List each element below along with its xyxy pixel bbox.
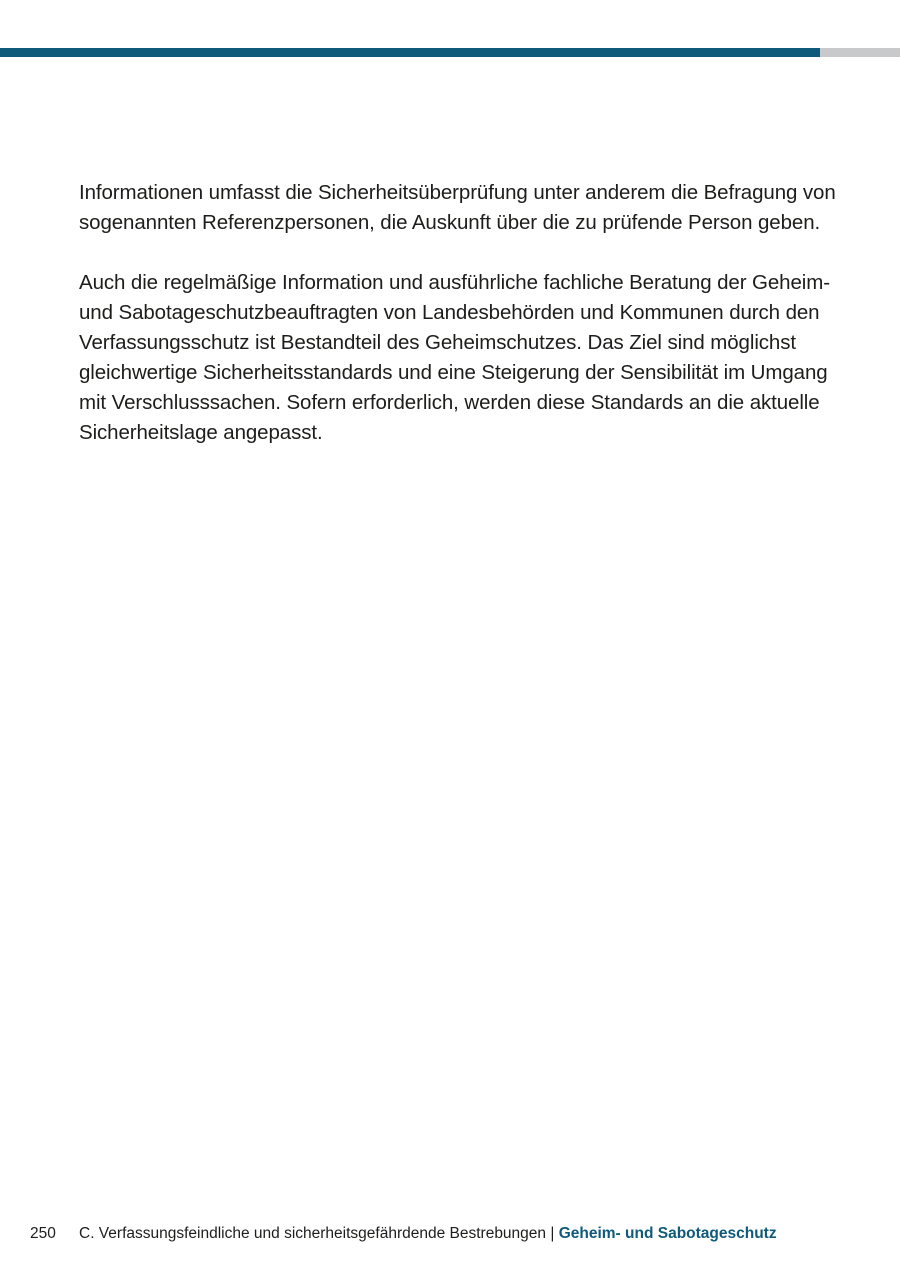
footer-section-title: Geheim- und Sabotageschutz <box>558 1225 777 1242</box>
footer-separator: | <box>550 1225 555 1242</box>
page-number: 250 <box>30 1225 56 1242</box>
header-rule-gray <box>820 48 900 57</box>
paragraph-1: Informationen umfasst die Sicherheitsüberprüfung unter anderem die Befragung von sogenannten Referenzpersonen, die Auskunft über die zu prüfende Person geben. <box>79 181 836 234</box>
body-text <box>79 178 839 478</box>
page-footer <box>30 1224 870 1244</box>
header-rule <box>0 48 900 57</box>
paragraph-2: Auch die regelmäßige Information und ausführliche fachliche Beratung der Geheim- und Sabotageschutzbeauftragten von Landesbehörden und Kommunen durch den Verfassungsschutz ist Bestandteil des Geheimschutzes. Das Ziel sind möglichst gleichwertige Sicherheitsstandards und eine Steigerung der Sensibilität im Umgang mit Verschlusssachen. Sofern erforderlich, werden diese Standards an die aktuelle Sicherheitslage angepasst. <box>79 271 830 444</box>
footer-chapter: C. Verfassungsfeindliche und sicherheitsgefährdende Bestrebungen <box>79 1225 547 1242</box>
header-rule-accent <box>0 48 820 57</box>
